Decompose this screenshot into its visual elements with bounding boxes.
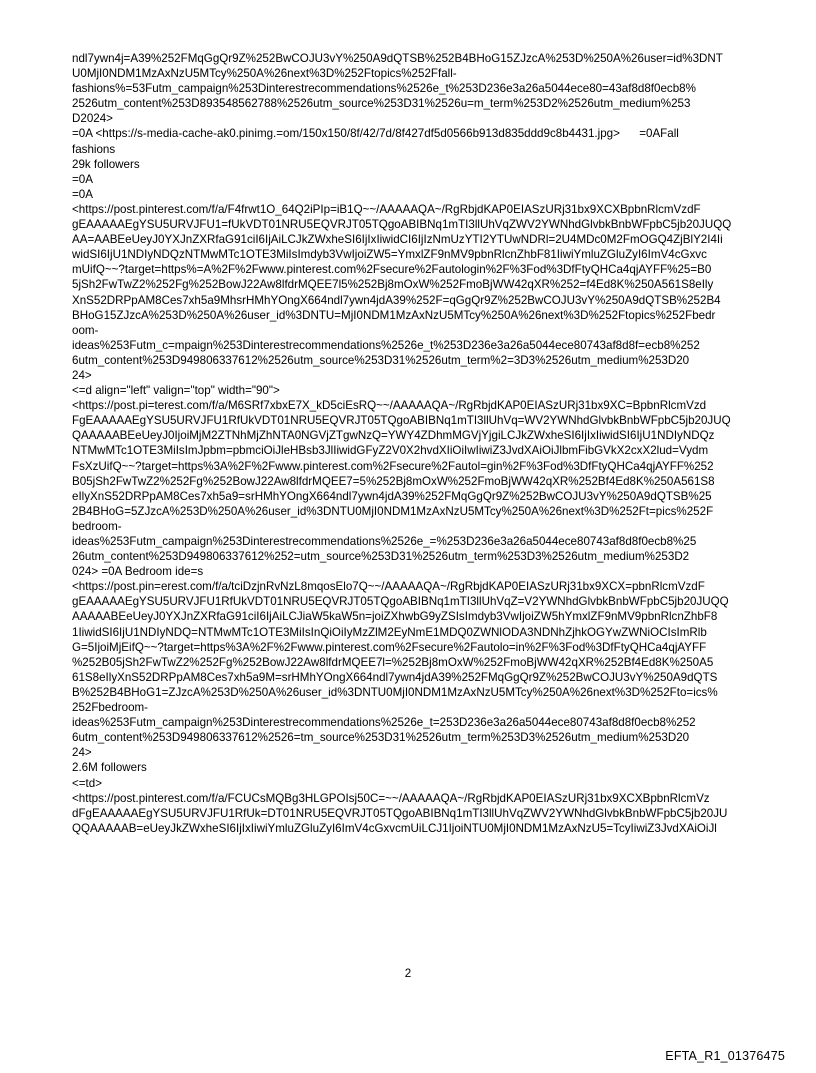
text-line: eIlyXnS52DRPpAM8Ces7xh5a9=srHMhYOngX664ndl7ywn4jdA39%252FMqGgQr9Z%252BwCOJU3vY%250A9dQTSB%25 xyxy=(72,489,712,503)
text-line: 24> xyxy=(72,746,92,760)
text-line: fashions%=53Futm_campaign%253Dinterestrecommendations%2526e_t%253D236e3a26a5044ece80=43af8d8f0ecb8% xyxy=(72,82,696,96)
text-line: NTMwMTc1OTE3MiIsImJpbm=pbmciOiJleHBsb3JlIiwidGFyZ2V0X2hvdXIiOiIwIiwiZ3JvdXAiOiJlbmFibGVkX2cxX2lud=Vydm xyxy=(72,444,709,458)
text-line: gEAAAAAEgYSU5URVJFU1RfUkVDT01NRU5EQVRJT05TQgoABIBNq1mTI3llUhVqZ=V2YWNhdGlvbkBnbWFpbC5jb20JUQQ xyxy=(72,595,729,609)
text-line: 6utm_content%253D949806337612%2526=tm_source%253D31%2526utm_term%253D3%2526utm_medium%253D20 xyxy=(72,731,690,745)
text-line: widSI6IjU1NDIyNDQzNTMwMTc1OTE3MiIsImdyb3VwIjoiZW5=YmxlZF9nMV9pbnRlcnZhbF81IiwiYmluZGluZyI6ImV4cGxvc xyxy=(72,248,707,262)
text-line: AAAAABEeUeyJ0YXJnZXRfaG91ciI6IjAiLCJiaW5kaW5n=joiZXhwbG9yZSIsImdyb3VwIjoiZW5hYmxlZF9nMV9pbnRlcnZhbF8 xyxy=(72,610,718,624)
text-line: AA=AABEeUeyJ0YXJnZXRfaG91ciI6IjAiLCJkZWxheSI6IjIxIiwidCI6IjIzNmUzYTI2YTUwNDRl=2U4MDc0M2FmOGQ4ZjBlY2I4Ii xyxy=(72,233,723,247)
text-line: =0A xyxy=(72,172,93,186)
text-line: U0MjI0NDM1MzAxNzU5MTcy%250A%26next%3D%252Ftopics%252Ffall- xyxy=(72,67,457,81)
text-line: <=d align="left" valign="top" width="90"> xyxy=(72,384,280,398)
page-number: 2 xyxy=(404,967,412,980)
text-line: 252Fbedroom- xyxy=(72,701,149,715)
text-line: <https://post.pin=erest.com/f/a/tciDzjnRvNzL8mqosElo7Q~~/AAAAAQA~/RgRbjdKAP0EIASzURj31bx9XCX=pbnRlcmVzdF xyxy=(72,580,705,594)
text-line: <https://post.pi=terest.com/f/a/M6SRf7xbxE7X_kD5ciEsRQ~~/AAAAAQA~/RgRbjdKAP0EIASzURj31bx9XC=BpbnRlcmVzd xyxy=(72,399,707,413)
text-line: 24> xyxy=(72,368,92,382)
text-line: 61S8eIlyXnS52DRPpAM8Ces7xh5a9M=srHMhYOngX664ndl7ywn4jdA39%252FMqGgQr9Z%252BwCOJU3vY%250A9dQTS xyxy=(72,670,718,684)
text-line: 2526utm_content%253D893548562788%2526utm_source%253D31%2526u=m_term%253D2%2526utm_medium%253 xyxy=(72,97,691,111)
text-line: ideas%253Futm_c=mpaign%253Dinterestrecommendations%2526e_t%253D236e3a26a5044ece80743af8d8f=ecb8%252 xyxy=(72,338,700,352)
email-body-text xyxy=(72,51,744,836)
text-line: <=td> xyxy=(72,776,102,790)
text-line: B%252B4BHoG1=ZJzcA%253D%250A%26user_id%3DNTU0MjI0NDM1MzAxNzU5MTcy%250A%26next%3D%252Fto=ics% xyxy=(72,685,718,699)
text-line: dFgEAAAAAEgYSU5URVJFU1RfUk=DT01NRU5EQVRJT05TQgoABIBNq1mTI3llUhVqZWV2YWNhdGlvbkBnbWFpbC5jb20JU xyxy=(72,806,728,820)
text-line: FgEAAAAAEgYSU5URVJFU1RfUkVDT01NRU5EQVRJT05TQgoABIBNq1mTI3llUhVq=WV2YWNhdGlvbkBnbWFpbC5jb20JUQ xyxy=(72,414,731,428)
text-line: fashions xyxy=(72,142,116,156)
bates-number: EFTA_R1_01376475 xyxy=(665,1049,785,1063)
text-line: gEAAAAAEgYSU5URVJFU1=fUkVDT01NRU5EQVRJT05TQgoABIBNq1mTI3llUhVqZWV2YWNhdGlvbkBnbWFpbC5jb20JUQQ xyxy=(72,218,732,232)
text-line: ndl7ywn4j=A39%252FMqGgQr9Z%252BwCOJU3vY%250A9dQTSB%252B4BHoG15ZJzcA%253D%250A%26user=id%3DNT xyxy=(72,52,723,65)
text-line: 29k followers xyxy=(72,157,140,171)
text-line: 26utm_content%253D949806337612%252=utm_source%253D31%2526utm_term%253D3%2526utm_medium%253D2 xyxy=(72,550,690,564)
text-line: QQAAAAAB=eUeyJkZWxheSI6IjIxIiwiYmluZGluZyI6ImV4cGxvcmUiLCJ1IjoiNTU0MjI0NDM1MzAxNzU5=TcyIiwiZ3JvdXAiOiJl xyxy=(72,821,717,835)
text-line: =0A <https://s-media-cache-ak0.pinimg.=om/150x150/8f/42/7d/8f427df5d0566b913d835ddd9c8b4431.jpg> =0AFall xyxy=(72,127,679,141)
text-line: mUifQ~~?target=https%=A%2F%2Fwww.pinterest.com%2Fsecure%2Fautologin%2F%3Fod%3DfFtyQHCa4qjAYFF%25=B0 xyxy=(72,263,712,277)
text-line: <https://post.pinterest.com/f/a/FCUCsMQBg3HLGPOIsj50C=~~/AAAAAQA~/RgRbjdKAP0EIASzURj31bx9XCXBpbnRlcmVz xyxy=(72,791,710,805)
text-line: %252B05jSh2FwTwZ2%252Fg%252BowJ22Aw8lfdrMQEE7l=%252Bj8mOxW%252FmoBjWW42qXR%252Bf4Ed8K%250A5 xyxy=(72,655,714,669)
text-line: =0A xyxy=(72,187,93,201)
text-line: oom- xyxy=(72,323,99,337)
text-line: ideas%253Futm_campaign%253Dinterestrecommendations%2526e_=%253D236e3a26a5044ece80743af8d8f0ecb8%25 xyxy=(72,535,697,548)
text-line: 2.6M followers xyxy=(72,761,147,775)
text-line: BHoG15ZJzcA%253D%250A%26user_id%3DNTU=MjI0NDM1MzAxNzU5MTcy%250A%26next%3D%252Ftopics%252Fbedr xyxy=(72,308,716,322)
text-line: <https://post.pinterest.com/f/a/F4frwt1O_64Q2iPIp=iB1Q~~/AAAAAQA~/RgRbjdKAP0EIASzURj31bx9XCXBpbnRlcmVzdF xyxy=(72,202,701,216)
text-line: 2B4BHoG=5ZJzcA%253D%250A%26user_id%3DNTU0MjI0NDM1MzAxNzU5MTcy%250A%26next%3D%252Ft=pics%252F xyxy=(72,504,714,518)
text-line: B05jSh2FwTwZ2%252Fg%252BowJ22Aw8lfdrMQEE7=5%252Bj8mOxW%252FmoBjWW42qXR%252Bf4Ed8K%250A561S8 xyxy=(72,474,715,488)
text-line: FsXzUifQ~~?target=https%3A%2F%2Fwww.pinterest.com%2Fsecure%2Fautol=gin%2F%3Fod%3DfFtyQHCa4qjAYFF%252 xyxy=(72,459,714,473)
text-line: 1IiwidSI6IjU1NDIyNDQ=NTMwMTc1OTE3MiIsInQiOiIyMzZlM2EyNmE1MDQ0ZWNlODA3NDNhZjhkOGYwZWNiOCIsImRlb xyxy=(72,625,707,639)
text-line: 5jSh2FwTwZ2%252Fg%252BowJ22Aw8lfdrMQEE7l5%252Bj8mOxW%252FmoBjWW42qXR%252=f4Ed8K%250A561S8eIly xyxy=(72,278,714,292)
text-line: ideas%253Futm_campaign%253Dinterestrecommendations%2526e_t=253D236e3a26a5044ece80743af8d8f0ecb8%252 xyxy=(72,716,696,730)
text-line: D2024> xyxy=(72,112,113,126)
text-line: G=5IjoiMjEifQ~~?target=https%3A%2F%2Fwww.pinterest.com%2Fsecure%2Fautolo=in%2F%3Fod%3DfFtyQHCa4qjAYFF xyxy=(72,640,707,654)
text-line: bedroom- xyxy=(72,519,122,533)
text-line: 6utm_content%253D949806337612%2526utm_source%253D31%2526utm_term%2=3D3%2526utm_medium%253D20 xyxy=(72,353,690,367)
text-line: 024> =0A Bedroom ide=s xyxy=(72,565,204,579)
text-line: XnS52DRPpAM8Ces7xh5a9MhsrHMhYOngX664ndl7ywn4jdA39%252F=qGgQr9Z%252BwCOJU3vY%250A9dQTSB%252B4 xyxy=(72,293,721,307)
text-line: QAAAAABEeUeyJ0IjoiMjM2ZTNhMjZhNTA0NGVjZTgwNzQ=YWY4ZDhmMGVjYjgiLCJkZWxheSI6IjIxIiwidSI6IjU1NDIyNDQz xyxy=(72,429,715,443)
